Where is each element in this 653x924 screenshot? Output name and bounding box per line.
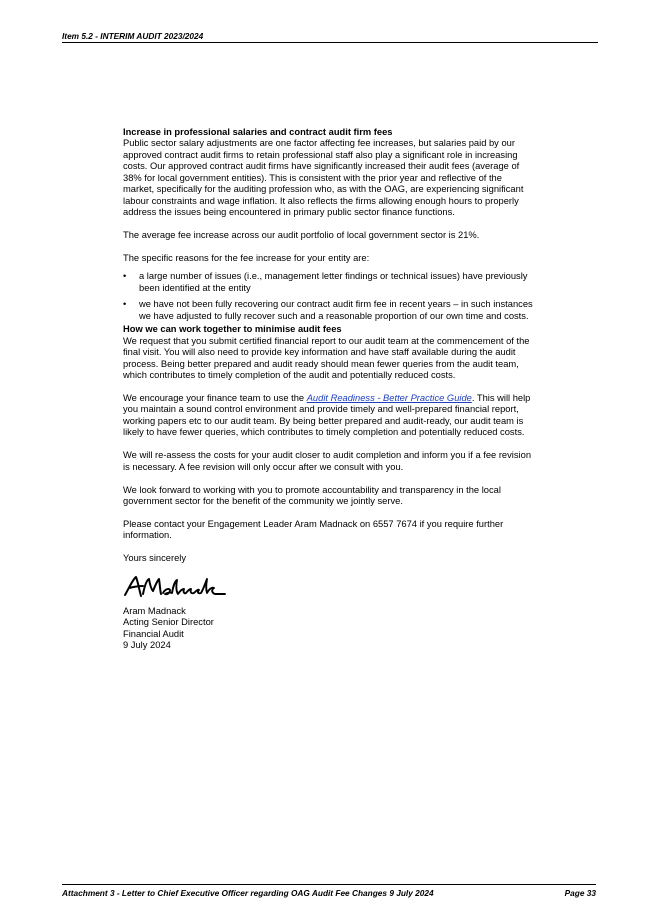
section-heading-fees: Increase in professional salaries and contract audit firm fees	[123, 127, 393, 137]
paragraph-average-increase: The average fee increase across our audit portfolio of local government sector is 21%.	[123, 230, 480, 241]
page-footer	[62, 884, 596, 898]
signatory-name: Aram Madnack	[123, 605, 186, 616]
bullet-icon: •	[123, 299, 127, 310]
paragraph-salaries: Public sector salary adjustments are one factor affecting fee increases, but salaries paid by our approved contract audit firms to retain professional staff also play a significant role in increasing costs. Our approved contract audit firms have significantly increased their audit fees (average of 38% for local government entities). This is consistent with the prior year and reflective of the market, specifically for the auditing profession who, as with the OAG, are experiencing significant labour constraints and wage inflation. It also reflects the firms allowing enough hours to properly address the issues being encountered in primary public sector finance functions.	[123, 138, 524, 218]
letter-date: 9 July 2024	[123, 640, 171, 651]
paragraph-submit-report: We request that you submit certified financial report to our audit team at the commencement of the final visit. You will also need to provide key information and have staff available during the audit process. Being better prepared and audit ready should mean fewer queries from the audit team, which contributes to timely completion of the audit and potentially reduced costs.	[123, 335, 530, 381]
signatory-title: Acting Senior Director	[123, 617, 214, 628]
list-item	[123, 271, 533, 294]
encourage-text-after: . This will help you maintain a sound control environment and provide timely and well-prepared financial report, working papers etc to our audit team. By being better prepared and audit-ready, our audit team is likely to have fewer queries, which contributes to timely completion and potentially reduced costs.	[123, 392, 531, 438]
closing-salutation: Yours sincerely	[123, 553, 187, 564]
encourage-text-before: We encourage your finance team to use the	[123, 392, 307, 403]
footer-attachment-title: Attachment 3 - Letter to Chief Executive Officer regarding OAG Audit Fee Changes 9 July 2024	[62, 888, 434, 898]
bullet-icon: •	[123, 271, 127, 282]
paragraph-encourage	[123, 393, 533, 439]
section-heading-minimise: How we can work together to minimise audit fees	[123, 324, 342, 335]
list-item	[123, 299, 533, 322]
paragraph-reassess: We will re-assess the costs for your audit closer to audit completion and inform you if a fee revision is necessary. A fee revision will only occur after we consult with you.	[123, 450, 532, 472]
page-header	[62, 32, 598, 43]
handwritten-signature	[123, 574, 227, 600]
letter-body	[123, 127, 533, 651]
paragraph-specific-reasons: The specific reasons for the fee increase for your entity are:	[123, 252, 370, 263]
header-title: Item 5.2 - INTERIM AUDIT 2023/2024	[62, 31, 204, 41]
audit-readiness-guide-link[interactable]: Audit Readiness - Better Practice Guide	[306, 392, 472, 403]
page-number: Page 33	[564, 888, 596, 898]
signatory-division: Financial Audit	[123, 628, 184, 639]
paragraph-contact: Please contact your Engagement Leader Aram Madnack on 6557 7674 if you require further information.	[123, 518, 504, 541]
reasons-list	[123, 271, 533, 322]
paragraph-look-forward: We look forward to working with you to promote accountability and transparency in the local government sector for the benefit of the community we jointly serve.	[123, 484, 501, 506]
list-item-text: a large number of issues (i.e., management letter findings or technical issues) have previously been identified at the entity	[139, 271, 528, 293]
list-item-text: we have not been fully recovering our contract audit firm fee in recent years – in such instances we have adjusted to fully recover such and a reasonable proportion of our own time and costs.	[139, 299, 533, 321]
